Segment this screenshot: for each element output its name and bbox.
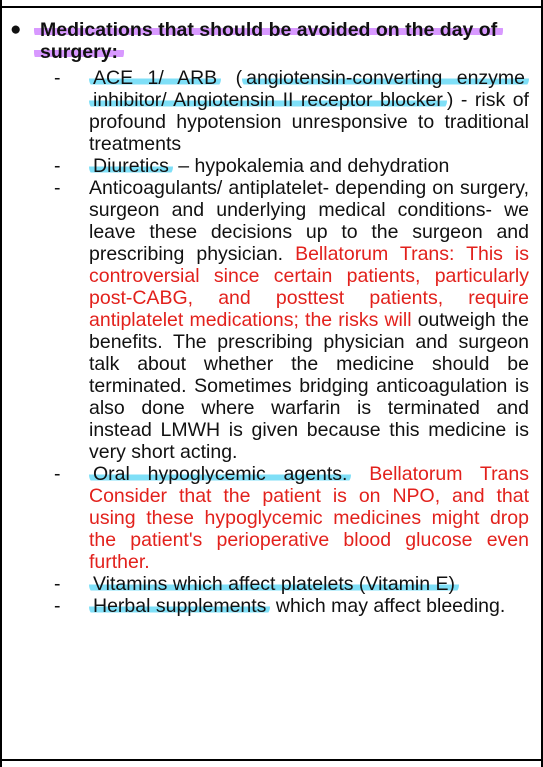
translator-note: Bellatorum Trans Consider that the patient is on NPO, and that using these hypoglycemic medicines might drop the patient's perioperative blood glucose even further. <box>89 463 529 573</box>
item-text <box>89 177 529 463</box>
section-heading <box>10 19 535 63</box>
list-item-anticoagulants <box>2 177 543 463</box>
list-item-ace-arb <box>2 67 543 155</box>
hypoglycemics-highlight: Oral hypoglycemic agents. <box>89 463 351 485</box>
herbal-risk-text: which may affect bleeding. <box>270 595 506 617</box>
item-text <box>89 463 529 573</box>
translator-note: Bellatorum Trans: This is controversial since certain patients, particularly post-CABG, and posttest patients, require antiplatelet medications; the risks will <box>89 243 529 331</box>
item-text <box>89 67 529 155</box>
list-item-diuretics <box>2 155 543 177</box>
paren-open: ( <box>221 67 243 89</box>
list-item-herbal <box>2 595 543 617</box>
heading-text <box>34 19 535 63</box>
vitamins-highlight: Vitamins which affect platelets (Vitamin E) <box>89 573 459 595</box>
ace-arb-risk-text: ) - risk of profound hypotension unresponsive to traditional treatments <box>89 89 529 155</box>
item-text <box>89 595 529 617</box>
list-item-vitamins <box>2 573 543 595</box>
diuretics-highlight: Diuretics <box>89 155 173 177</box>
top-rule <box>2 6 543 8</box>
anticoagulants-text: Anticoagulants/ antiplatelet- depending on surgery, surgeon and underlying medical conditions- we leave these decisions up to the surgeon and prescribing physician. <box>89 177 529 265</box>
dash-bullet: - <box>54 177 61 199</box>
ace-arb-definition-highlight: angiotensin-converting enzyme inhibitor/ Angiotensin II receptor blocker <box>89 67 529 111</box>
item-text <box>89 573 529 595</box>
bottom-rule <box>2 759 543 761</box>
heading-highlight: Medications that should be avoided on the day of surgery: <box>34 19 503 63</box>
dash-bullet: - <box>54 595 61 617</box>
dash-bullet: - <box>54 67 61 89</box>
dash-bullet: - <box>54 463 61 485</box>
dash-bullet: - <box>54 573 61 595</box>
list-item-hypoglycemics <box>2 463 543 573</box>
item-text <box>89 155 529 177</box>
ace-arb-highlight: ACE 1/ ARB <box>89 67 221 89</box>
dash-bullet: - <box>54 155 61 177</box>
bullet-icon: ● <box>10 19 22 40</box>
herbal-highlight: Herbal supplements <box>89 595 270 617</box>
anticoagulants-continuation: outweigh the benefits. The prescribing physician and surgeon talk about whether the medicine should be terminated. Sometimes bridging anticoagulation is also done where warfarin is terminated and instead LMWH is given because this medicine is very short acting. <box>89 309 529 463</box>
diuretics-risk-text: – hypokalemia and dehydration <box>172 155 450 177</box>
medication-list <box>2 67 543 617</box>
